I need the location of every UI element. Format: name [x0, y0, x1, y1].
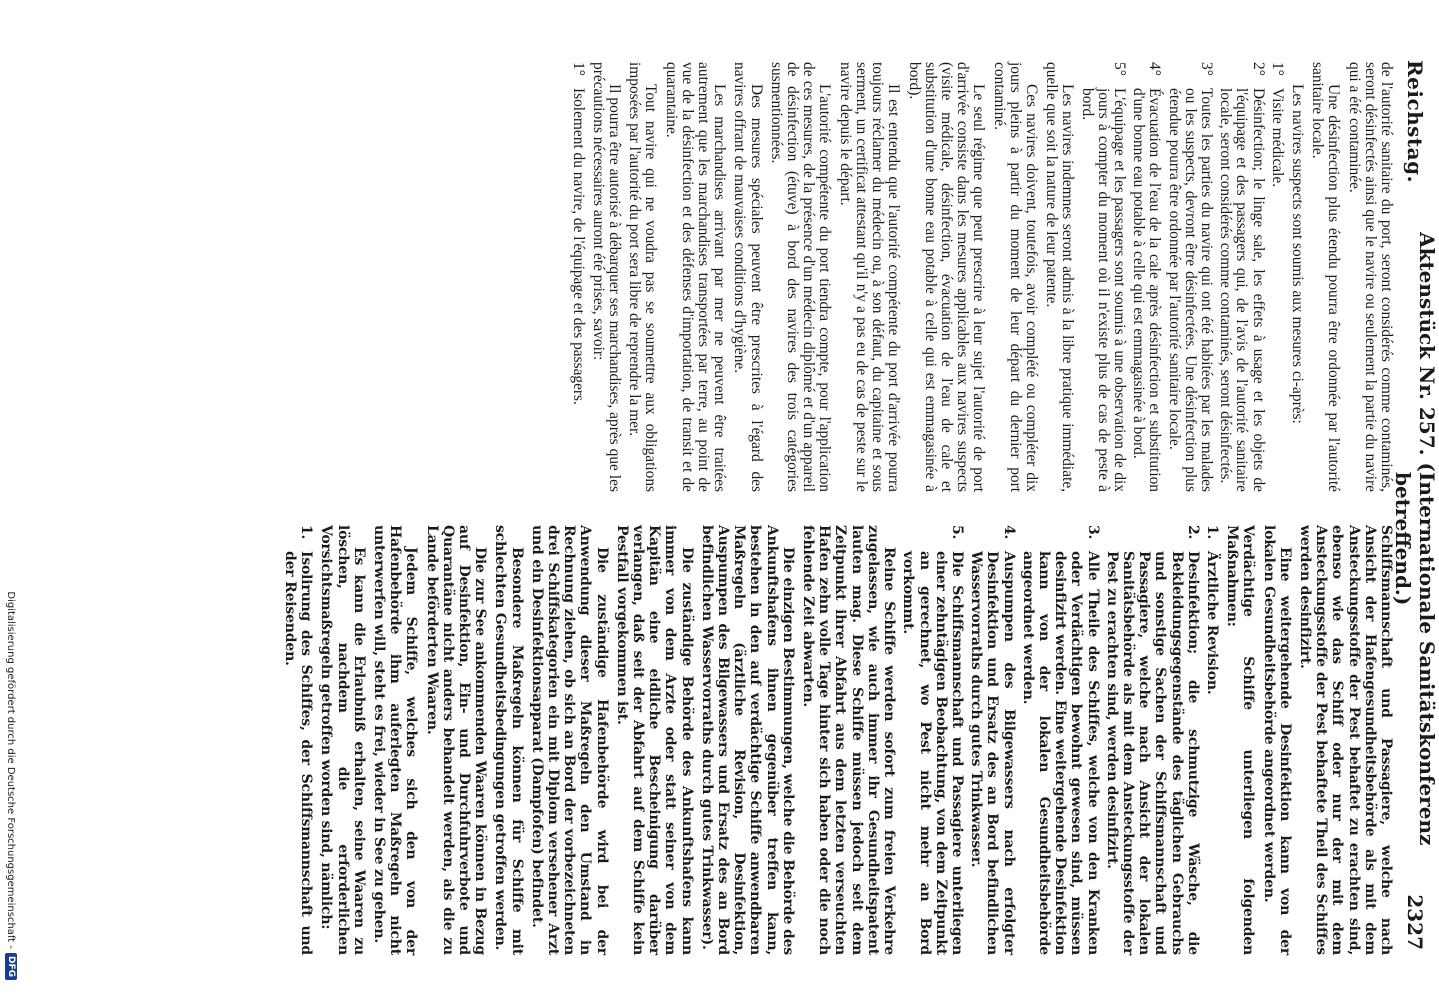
list-item-text: Die Schiffsmannschaft und Passagiere unterliegen einer zehntägigen Beobachtung, von dem Zeitpunkt an gerechnet, wo Pest nicht mehr an Bord vorkommt. [900, 551, 965, 955]
list-item-text: L'équipage et les passagers sont soumis à une observation de dix jours à compter du moment où il n'existe plus de cas de peste à bord. [1078, 88, 1128, 492]
german-paragraph: Eine weitergehende Desinfektion kann von der lokalen Gesundheitsbehörde angeordnet werden. [1260, 525, 1293, 955]
french-paragraph: Ces navires doivent, toutefois, avoir complété ou compléter dix jours pleins à partir du moment de leur départ du dernier port contaminé. [990, 62, 1040, 492]
french-list-item [1217, 62, 1266, 492]
list-item-number: 1. [298, 525, 315, 540]
german-paragraph: Reine Schiffe werden sofort zum freien Verkehre zugelassen, wie auch immer ihr Gesundheitspatent lauten mag. Diese Schiffe müssen jedoch seit dem Zeitpunkt ihrer Abfahrt aus dem letzten verseuchten Hafen zehn volle Tage hinter sich haben oder die noch fehlende Zeit abwarten. [800, 525, 898, 955]
french-list-item [1130, 62, 1162, 492]
french-paragraph: Des mesures spéciales peuvent être prescrites à l'égard des navires offrant de mauvaises conditions d'hygiène. [731, 62, 765, 492]
french-list-item [1165, 62, 1214, 492]
french-paragraph: Les navires indemnes seront admis à la libre pratique immédiate, quelle que soit la nature de leur patente. [1043, 62, 1077, 492]
german-paragraph: Verdächtige Schiffe unterliegen folgenden Maßnahmen: [1224, 525, 1257, 955]
list-item-number: 5° [1110, 62, 1128, 76]
german-paragraph: Die einzigen Bestimmungen, welche die Behörde des Ankunftshafens ihnen gegenüber treffen kann, bestehen in den auf verdächtige Schiffe anwendbaren Maßregeln (ärztliche Revision, Desinfektion, Auspumpen des Bilgewassers und Ersatz des an Bord befindlichen Wasservorraths durch gutes Trinkwasser). [698, 525, 796, 955]
french-list-item [569, 62, 585, 492]
list-item-text: Auspumpen des Bilgewassers nach erfolgter Desinfektion und Ersatz des an Bord befindlichen Wasservorraths durch gutes Trinkwasser. [968, 551, 1017, 955]
french-column [566, 62, 1394, 492]
german-column [279, 525, 1394, 955]
list-item-text: Desinfektion; die schmutzige Wäsche, die Bekleidungsgegenstände des täglichen Gebrauchs und sonstige Sachen der Schiffsmannschaft und Passagiere, welche nach Ansicht der lokalen Sanitätsbehörde als mit dem Ansteckungsstoffe der Pest zu erachten sind, werden desinfizirt. [1103, 551, 1201, 955]
french-paragraph: Une désinfection plus étendu pourra être ordonnée par l'autorité sanitaire locale. [1309, 62, 1343, 492]
list-item-number: 3. [1084, 525, 1101, 540]
german-paragraph: Es kann die Erlaubniß erhalten, seine Waaren zu löschen, nachdem die erforderlichen Vorsichtsmaßregeln getroffen worden sind, nämlich: [318, 525, 367, 955]
french-paragraph: Il est entendu que l'autorité compétente du port d'arrivée pourra toujours réclamer du médecin ou, à son défaut, du capitaine et sous serment, un certificat attestant qu'il n'y a pas eu de cas de peste sur le navire depuis le départ. [836, 62, 903, 492]
german-paragraph: Jedem Schiffe, welches sich den von der Hafenbehörde ihm auferlegten Maßregeln nicht unterwerfen will, steht es frei, wieder in See zu gehen. [371, 525, 420, 955]
list-item-number: 4° [1146, 62, 1164, 76]
dfg-logo: DFG [5, 953, 17, 980]
french-list-item [1269, 62, 1285, 492]
french-list-item [1078, 62, 1127, 492]
german-list-item [900, 525, 965, 955]
credit-text: Digitalisierung gefördert durch die Deutsche Forschungsgemeinschaft - [5, 591, 17, 949]
list-item-text: Évacuation de l'eau de la cale après désinfection et substitution d'une bonne eau potable à celle qui est emmagasinée à bord. [1130, 88, 1164, 492]
list-item-text: Ärztliche Revision. [1203, 551, 1220, 695]
list-item-number: 3° [1197, 62, 1215, 76]
french-paragraph: Les marchandises arrivant par mer ne peuvent être traitées autrement que les marchandises transportées par terre, au point de vue de la désinfection et des défenses d'importation, de transit et de quarantaine. [662, 62, 729, 492]
list-item-text: Désinfection; le linge sale, les effets à usage et les objets de l'équipage et des passagers qui, de l'avis de l'autorité sanitaire locale, seront considérés comme contaminés, seront désinfectés. [1217, 88, 1267, 492]
french-paragraph: Tout navire qui ne voudra pas se soumettre aux obligations imposées par l'autorité du port sera libre de reprendre la mer. [626, 62, 660, 492]
page-header [1391, 60, 1439, 950]
german-paragraph: Die zur See ankommenden Waaren können in Bezug auf Desinfektion, Ein- und Durchfuhrverbote und Quarantäne nicht anders behandelt werden, als die zu Lande beförderten Waaren. [423, 525, 489, 955]
list-item-number: 1° [569, 62, 587, 76]
german-list-item [282, 525, 314, 955]
german-list-item [1204, 525, 1220, 955]
german-paragraph: Die zuständige Hafenbehörde wird bei der Anwendung dieser Maßregeln den Umstand in Rechnung ziehen, ob sich an Bord der vorbezeichneten drei Schiffskategorien ein mit Diplom versehener Arzt und ein Desinfektionsapparat (Dampfofen) befindet. [528, 525, 610, 955]
french-paragraph: Les navires suspects sont soumis aux mesures ci-après: [1288, 84, 1306, 424]
header-title: Aktenstück Nr. 257. (Internationale Sanitätskonferenz betreffend.) [1391, 232, 1439, 846]
list-item-number: 1. [1203, 525, 1220, 540]
german-paragraph: Besondere Maßregeln können für Schiffe mit schlechten Gesundheitsbedingungen getroffen werden. [492, 525, 525, 955]
german-list-item [968, 525, 1017, 955]
list-item-number: 2° [1249, 62, 1267, 76]
page-number: 2327 [1403, 894, 1427, 950]
list-item-number: 2. [1184, 525, 1201, 540]
list-item-text: Toutes les parties du navire qui ont été habitées par les malades ou les suspects, devront être désinfectées. Une désinfection plus étendue pourra être ordonnée par l'autorité sanitaire locale. [1165, 88, 1215, 492]
list-item-number: 4. [1000, 525, 1017, 540]
digitization-credit [2, 40, 20, 980]
header-left: Reichstag. [1403, 60, 1427, 184]
german-list-item [1020, 525, 1101, 955]
german-paragraph: Die zuständige Behörde des Ankunftshafens kann immer von dem Arzte oder statt seiner von dem Kapitän eine eidliche Bescheinigung darüber verlangen, daß seit der Abfahrt auf dem Schiffe kein Pestfall vorgekommen ist. [613, 525, 695, 955]
german-list-item [1104, 525, 1201, 955]
french-paragraph: Le seul régime que peut prescrire à leur sujet l'autorité de port d'arrivée consiste dans les mesures applicables aux navires suspects (visite médicale, désinfection, évacuation de l'eau de cale et substitution d'une bonne eau potable à celle qui est emmagasinée à bord). [905, 62, 988, 492]
french-paragraph: Il pourra être autorisé à débarquer ses marchandises, après que les précautions nécessaires auront été prises, savoir: [589, 62, 624, 492]
french-paragraph: L'autorité compétente du port tiendra compte, pour l'application de ces mesures, de la présence d'un médecin diplômé et d'un appareil de désinfection (étuve) à bord des navires des trois catégories susmentionnées. [767, 62, 834, 492]
french-paragraph: de l'autorité sanitaire du port, seront considérés comme contaminés, seront désinfectés ainsi que le navire ou seulement la partie du navire qui a été contaminée. [1345, 62, 1395, 492]
list-item-text: Isolirung des Schiffes, der Schiffsmannschaft und der Reisenden. [282, 551, 315, 955]
list-item-number: 5. [948, 525, 965, 540]
list-item-number: 1° [1268, 62, 1286, 76]
list-item-text: Isolement du navire, de l'équipage et des passagers. [569, 88, 587, 405]
list-item-text: Alle Theile des Schiffes, welche von den Kranken oder Verdächtigen bewohnt gewesen sind, müssen desinfizirt werden. Eine weitergehende Desinfektion kann von der lokalen Gesundheitsbehörde angeordnet werden. [1019, 551, 1101, 955]
list-item-text: Visite médicale. [1268, 88, 1286, 188]
german-paragraph: Schiffsmannschaft und Passagiere, welche nach Ansicht der Hafengesundheitsbehörde als mit dem Ansteckungsstoffe der Pest behaftet zu erachten sind, ebenso wie das Schiff oder nur der mit dem Ansteckungsstoffe der Pest behaftete Theil des Schiffes werden desinfizirt. [1296, 525, 1394, 955]
